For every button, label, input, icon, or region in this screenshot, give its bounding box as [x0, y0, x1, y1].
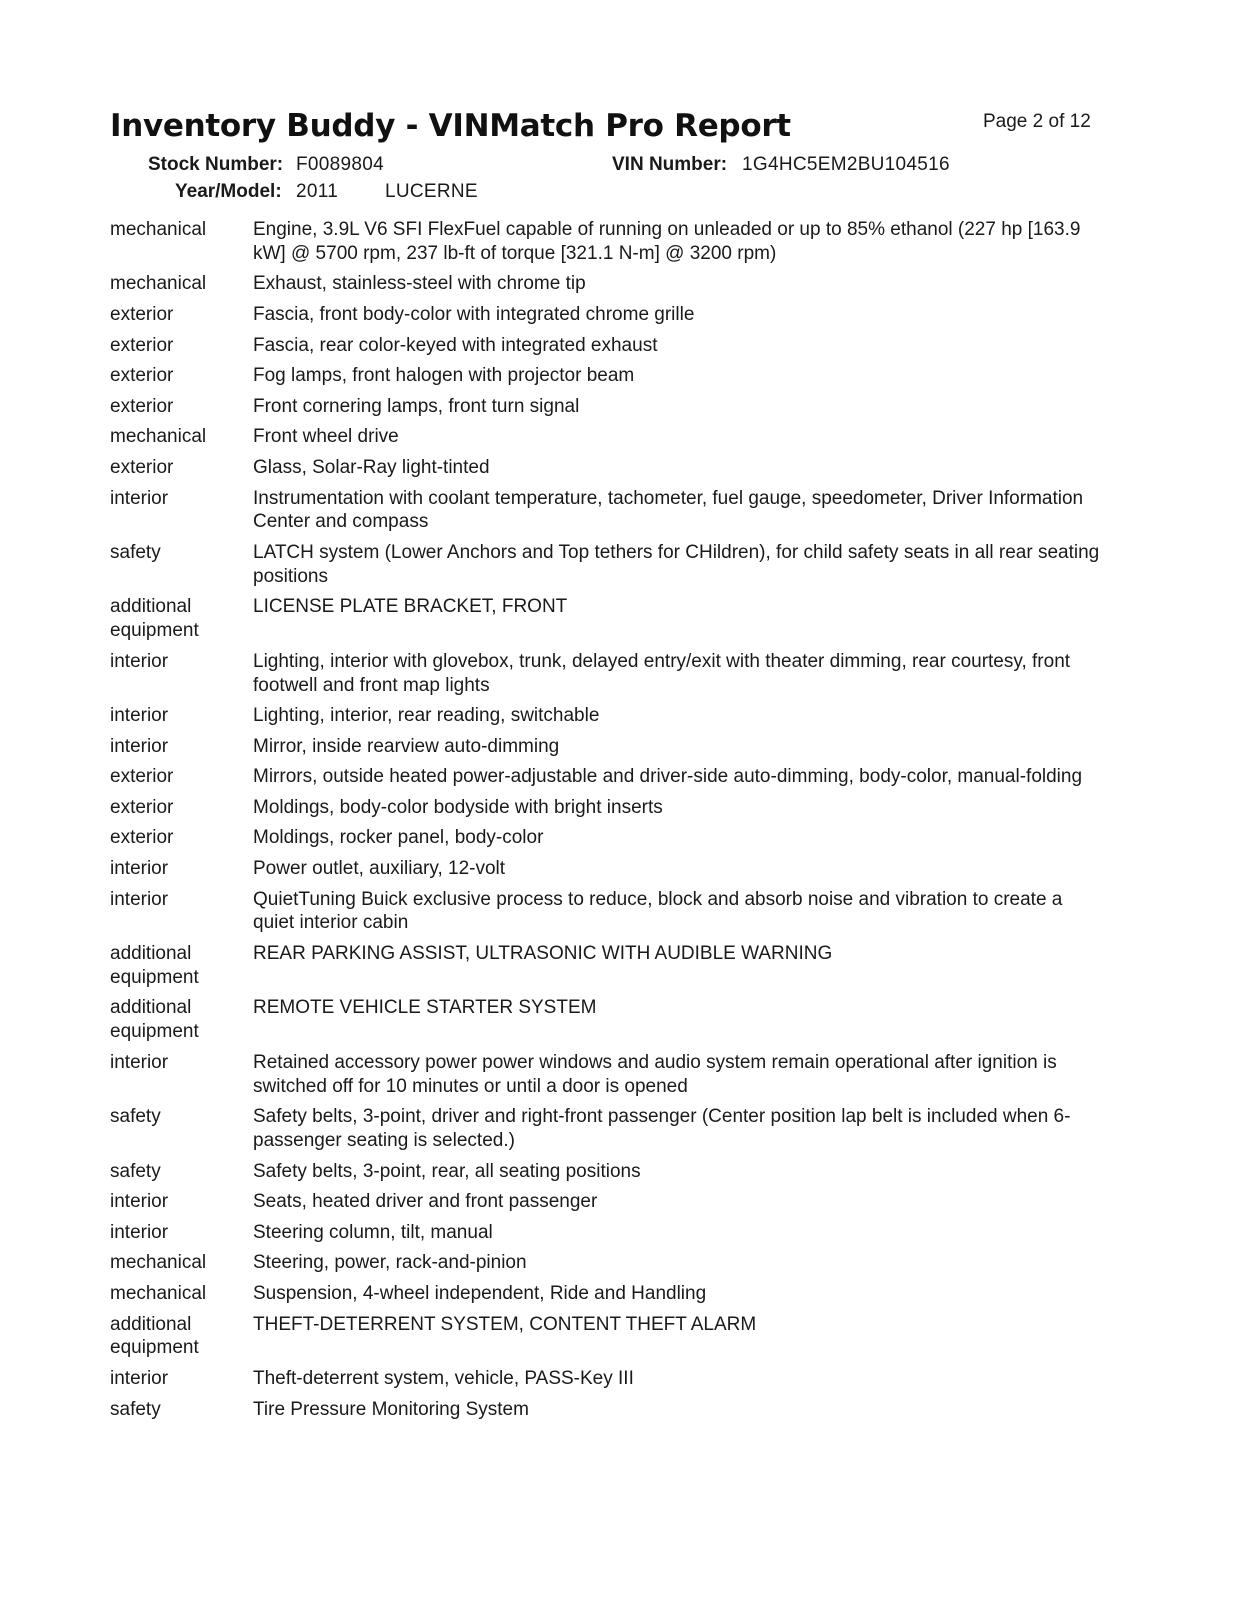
- equipment-category: additional equipment: [110, 1313, 199, 1359]
- equipment-row: [110, 857, 1110, 881]
- equipment-description: Lighting, interior with glovebox, trunk, delayed entry/exit with theater dimming, rear courtesy, front footwell and front map lights: [253, 650, 1071, 696]
- equipment-row: [110, 1398, 1110, 1422]
- equipment-description: Mirrors, outside heated power-adjustable and driver-side auto-dimming, body-color, manual-folding: [253, 766, 1083, 788]
- equipment-row: [110, 541, 1110, 589]
- equipment-row: [110, 996, 1110, 1044]
- equipment-category: exterior: [110, 334, 174, 356]
- equipment-category: interior: [110, 1191, 169, 1213]
- equipment-description: Mirror, inside rearview auto-dimming: [253, 735, 560, 757]
- equipment-row: [110, 796, 1110, 820]
- equipment-row: [110, 272, 1110, 296]
- year-model-label: Year/Model:: [175, 181, 282, 202]
- equipment-description: Fascia, front body-color with integrated chrome grille: [253, 303, 695, 325]
- equipment-description: Engine, 3.9L V6 SFI FlexFuel capable of running on unleaded or up to 85% ethanol (227 hp [163.9 kW] @ 5700 rpm, 237 lb-ft of torque [321.1 N-m] @ 3200 rpm): [253, 219, 1081, 264]
- equipment-description: Theft-deterrent system, vehicle, PASS-Key III: [253, 1367, 634, 1389]
- equipment-category: interior: [110, 1221, 169, 1243]
- equipment-category: safety: [110, 1106, 161, 1128]
- equipment-category: exterior: [110, 395, 174, 417]
- equipment-category: exterior: [110, 766, 174, 788]
- equipment-category: interior: [110, 735, 169, 757]
- equipment-category: additional equipment: [110, 943, 199, 988]
- equipment-description: Glass, Solar-Ray light-tinted: [253, 456, 490, 478]
- equipment-category: interior: [110, 858, 169, 880]
- equipment-row: [110, 303, 1110, 327]
- vin-number-label: VIN Number:: [612, 154, 728, 175]
- equipment-category: interior: [110, 888, 169, 910]
- page-number: Page 2 of 12: [983, 111, 1091, 132]
- stock-number-value: F0089804: [296, 154, 384, 175]
- equipment-row: [110, 1282, 1110, 1306]
- equipment-category: interior: [110, 705, 169, 727]
- equipment-row: [110, 765, 1110, 789]
- equipment-row: [110, 1367, 1110, 1391]
- equipment-description: REMOTE VEHICLE STARTER SYSTEM: [253, 997, 597, 1019]
- equipment-description: Fog lamps, front halogen with projector beam: [253, 365, 635, 387]
- equipment-category: safety: [110, 1160, 161, 1182]
- equipment-description: Front cornering lamps, front turn signal: [253, 395, 580, 417]
- equipment-description: Retained accessory power power windows and audio system remain operational after ignition is switched off for 10 minutes or until a door is opened: [253, 1051, 1057, 1097]
- equipment-row: [110, 1221, 1110, 1245]
- equipment-category: interior: [110, 650, 169, 672]
- equipment-category: mechanical: [110, 1252, 207, 1274]
- equipment-description: Safety belts, 3-point, driver and right-front passenger (Center position lap belt is included when 6-passenger seating is selected.): [253, 1106, 1071, 1152]
- equipment-category: exterior: [110, 827, 174, 849]
- equipment-description: LATCH system (Lower Anchors and Top tethers for CHildren), for child safety seats in all rear seating positions: [253, 541, 1100, 587]
- equipment-row: [110, 888, 1110, 936]
- equipment-description: Suspension, 4-wheel independent, Ride and Handling: [253, 1283, 707, 1304]
- equipment-category: additional equipment: [110, 997, 199, 1043]
- equipment-description: QuietTuning Buick exclusive process to reduce, block and absorb noise and vibration to create a quiet interior cabin: [253, 888, 1063, 934]
- equipment-row: [110, 826, 1110, 850]
- equipment-category: interior: [110, 1051, 169, 1073]
- equipment-description: Power outlet, auxiliary, 12-volt: [253, 858, 506, 880]
- equipment-category: mechanical: [110, 273, 207, 295]
- equipment-description: Steering, power, rack-and-pinion: [253, 1252, 527, 1274]
- equipment-category: interior: [110, 487, 169, 509]
- equipment-category: mechanical: [110, 1283, 207, 1304]
- equipment-row: [110, 735, 1110, 759]
- equipment-row: [110, 942, 1110, 990]
- equipment-category: interior: [110, 1367, 169, 1389]
- equipment-category: exterior: [110, 456, 174, 478]
- equipment-category: mechanical: [110, 426, 207, 448]
- equipment-category: additional equipment: [110, 596, 199, 642]
- equipment-description: Tire Pressure Monitoring System: [253, 1398, 529, 1420]
- equipment-description: LICENSE PLATE BRACKET, FRONT: [253, 596, 568, 618]
- stock-number-label: Stock Number:: [148, 154, 284, 175]
- equipment-description: Fascia, rear color-keyed with integrated exhaust: [253, 334, 658, 356]
- equipment-row: [110, 650, 1110, 698]
- equipment-description: Front wheel drive: [253, 426, 399, 448]
- equipment-row: [110, 425, 1110, 449]
- equipment-row: [110, 218, 1110, 266]
- report-title: Inventory Buddy - VINMatch Pro Report: [110, 108, 791, 144]
- equipment-category: mechanical: [110, 219, 207, 240]
- equipment-description: THEFT-DETERRENT SYSTEM, CONTENT THEFT ALARM: [253, 1313, 757, 1335]
- equipment-category: safety: [110, 1398, 161, 1420]
- equipment-row: [110, 1051, 1110, 1099]
- equipment-row: [110, 487, 1110, 535]
- equipment-description: Moldings, body-color bodyside with bright inserts: [253, 796, 663, 818]
- equipment-row: [110, 1160, 1110, 1184]
- equipment-category: safety: [110, 541, 161, 563]
- model-value: LUCERNE: [385, 181, 478, 202]
- equipment-list: [110, 218, 1110, 1428]
- equipment-row: [110, 1313, 1110, 1361]
- equipment-row: [110, 1251, 1110, 1275]
- equipment-description: Seats, heated driver and front passenger: [253, 1191, 598, 1213]
- equipment-description: REAR PARKING ASSIST, ULTRASONIC WITH AUDIBLE WARNING: [253, 943, 833, 965]
- equipment-row: [110, 456, 1110, 480]
- equipment-category: exterior: [110, 303, 174, 325]
- equipment-row: [110, 704, 1110, 728]
- equipment-description: Steering column, tilt, manual: [253, 1221, 493, 1243]
- year-value: 2011: [296, 181, 339, 202]
- equipment-row: [110, 1105, 1110, 1153]
- equipment-description: Moldings, rocker panel, body-color: [253, 827, 544, 849]
- equipment-description: Exhaust, stainless-steel with chrome tip: [253, 273, 586, 295]
- equipment-row: [110, 595, 1110, 643]
- vin-number-value: 1G4HC5EM2BU104516: [742, 154, 950, 175]
- equipment-description: Lighting, interior, rear reading, switchable: [253, 705, 600, 727]
- equipment-row: [110, 395, 1110, 419]
- equipment-description: Safety belts, 3-point, rear, all seating positions: [253, 1160, 641, 1182]
- equipment-category: exterior: [110, 365, 174, 387]
- equipment-row: [110, 364, 1110, 388]
- equipment-description: Instrumentation with coolant temperature, tachometer, fuel gauge, speedometer, Driver Information Center and compass: [253, 487, 1084, 533]
- equipment-row: [110, 334, 1110, 358]
- equipment-category: exterior: [110, 796, 174, 818]
- equipment-row: [110, 1190, 1110, 1214]
